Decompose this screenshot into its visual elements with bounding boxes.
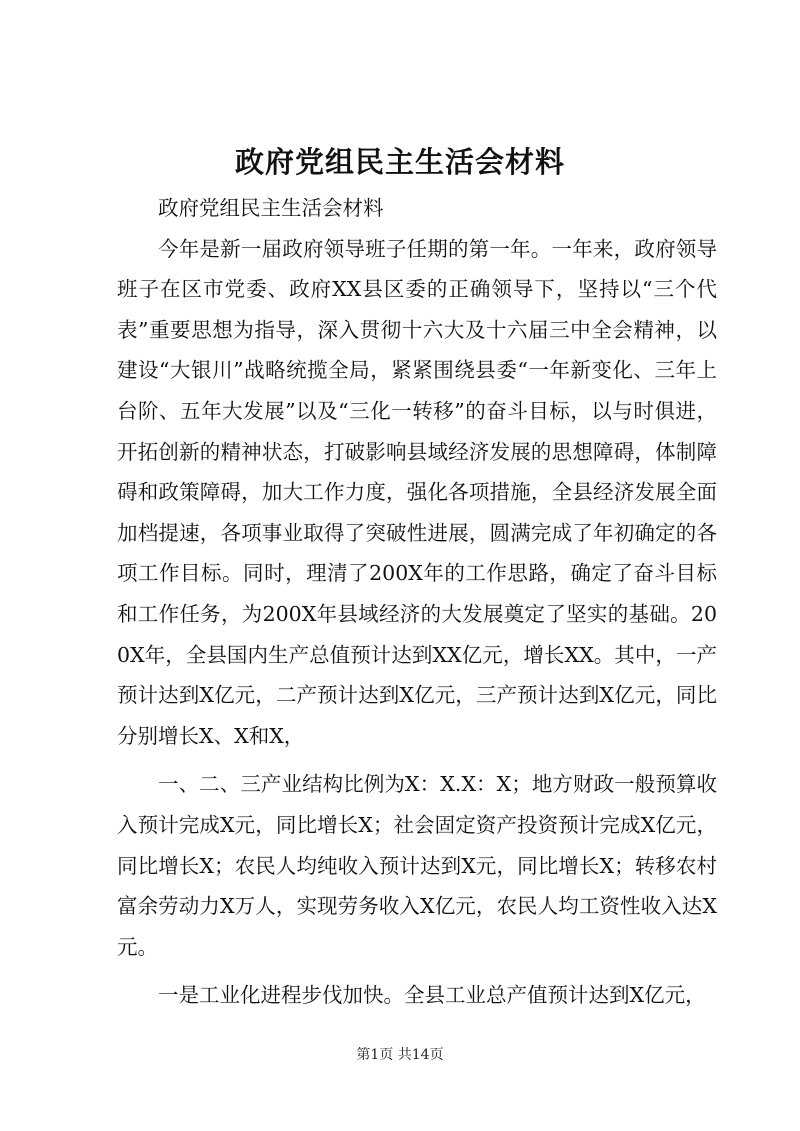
page-number: 第1页 共14页 <box>356 1047 444 1063</box>
paragraph-industrialization: 一是工业化进程步伐加快。全县工业总产值预计达到X亿元， <box>158 983 706 1008</box>
page-footer <box>0 1044 800 1064</box>
document-title: 政府党组民主生活会材料 <box>234 145 565 179</box>
paragraph-structure: 一、二、三产业结构比例为X：X.X：X；地方财政一般预算收入预计完成X元，同比增长X；社会固定资产投资预计完成X亿元，同比增长X；农民人均纯收入预计达到X元，同比增长X；转移农村富余劳动力X万人，实现劳务收入X亿元，农民人均工资性收入达X元。 <box>117 772 717 959</box>
paragraph-subtitle: 政府党组民主生活会材料 <box>158 196 384 220</box>
paragraph-intro: 今年是新一届政府领导班子任期的第一年。一年来，政府领导班子在区市党委、政府XX县区委的正确领导下，坚持以“三个代表”重要思想为指导，深入贯彻十六大及十六届三中全会精神，以建设“大银川”战略统揽全局，紧紧围绕县委“一年新变化、三年上台阶、五年大发展”以及“三化一转移”的奋斗目标，以与时俱进，开拓创新的精神状态，打破影响县域经济发展的思想障碍，体制障碍和政策障碍，加大工作力度，强化各项措施，全县经济发展全面加档提速，各项事业取得了突破性进展，圆满完成了年初确定的各项工作目标。同时，理清了200X年的工作思路，确定了奋斗目标和工作任务，为200X年县域经济的大发展奠定了坚实的基础。200X年，全县国内生产总值预计达到XX亿元，增长XX。其中，一产预计达到X亿元，二产预计达到X亿元，三产预计达到X亿元，同比分别增长X、X和X， <box>117 236 717 748</box>
document-body <box>117 188 717 1016</box>
